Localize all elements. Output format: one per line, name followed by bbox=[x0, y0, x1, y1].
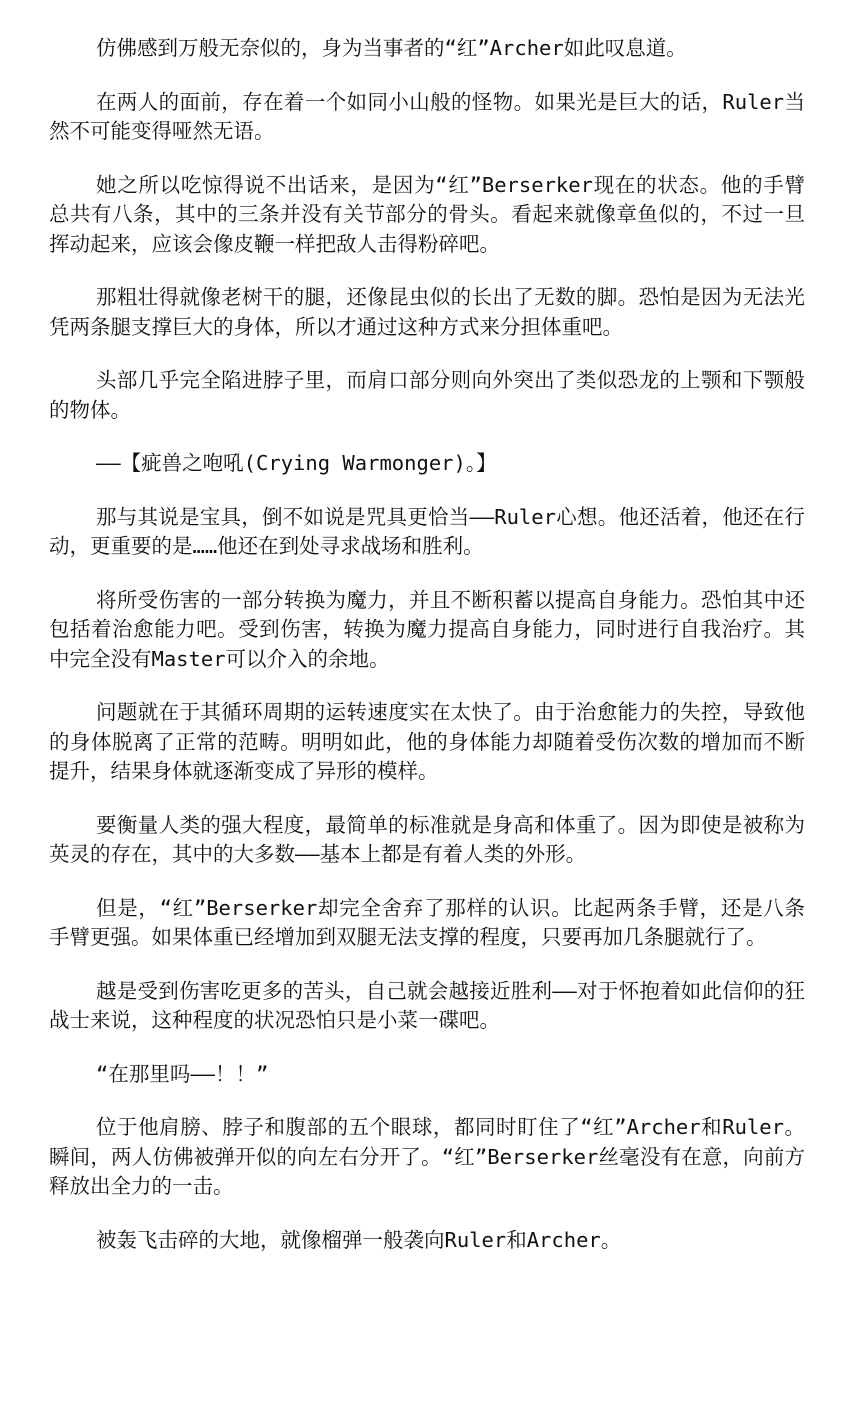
paragraph: 越是受到伤害吃更多的苦头，自己就会越接近胜利——对于怀抱着如此信仰的狂战士来说，这种程度的状况恐怕只是小菜一碟吧。 bbox=[49, 978, 805, 1032]
paragraph: 被轰飞击碎的大地，就像榴弹一般袭向Ruler和Archer。 bbox=[96, 1227, 622, 1252]
paragraph: 位于他肩膀、脖子和腹部的五个眼球，都同时盯住了“红”Archer和Ruler。瞬间，两人仿佛被弹开似的向左右分开了。“红”Berserker丝毫没有在意，向前方释放出全力的一击。 bbox=[49, 1115, 805, 1198]
paragraph: 要衡量人类的强大程度，最简单的标准就是身高和体重了。因为即使是被称为英灵的存在，其中的大多数——基本上都是有着人类的外形。 bbox=[49, 812, 805, 866]
paragraph-noble-phantasm-name: ——【疵兽之咆吼(Crying Warmonger)。】 bbox=[96, 451, 497, 475]
paragraph: 但是，“红”Berserker却完全舍弃了那样的认识。比起两条手臂，还是八条手臂更强。如果体重已经增加到双腿无法支撑的程度，只要再加几条腿就行了。 bbox=[49, 895, 805, 949]
paragraph: 仿佛感到万般无奈似的，身为当事者的“红”Archer如此叹息道。 bbox=[96, 36, 687, 60]
paragraph: 那粗壮得就像老树干的腿，还像昆虫似的长出了无数的脚。恐怕是因为无法光凭两条腿支撑巨大的身体，所以才通过这种方式来分担体重吧。 bbox=[49, 285, 805, 339]
paragraph: 那与其说是宝具，倒不如说是咒具更恰当——Ruler心想。他还活着，他还在行动，更重要的是……他还在到处寻求战场和胜利。 bbox=[49, 504, 805, 558]
paragraph: 在两人的面前，存在着一个如同小山般的怪物。如果光是巨大的话，Ruler当然不可能变得哑然无语。 bbox=[49, 89, 805, 143]
paragraph: 问题就在于其循环周期的运转速度实在太快了。由于治愈能力的失控，导致他的身体脱离了正常的范畴。明明如此，他的身体能力却随着受伤次数的增加而不断提升，结果身体就逐渐变成了异形的模样。 bbox=[49, 700, 805, 783]
paragraph: 她之所以吃惊得说不出话来，是因为“红”Berserker现在的状态。他的手臂总共有八条，其中的三条并没有关节部分的骨头。看起来就像章鱼似的，不过一旦挥动起来，应该会像皮鞭一样把敌人击得粉碎吧。 bbox=[49, 172, 805, 256]
paragraph: 头部几乎完全陷进脖子里，而肩口部分则向外突出了类似恐龙的上颚和下颚般的物体。 bbox=[49, 368, 805, 422]
paragraph-dialogue: “在那里吗——！！” bbox=[96, 1061, 269, 1086]
paragraph: 将所受伤害的一部分转换为魔力，并且不断积蓄以提高自身能力。恐怕其中还包括着治愈能力吧。受到伤害，转换为魔力提高自身能力，同时进行自我治疗。其中完全没有Master可以介入的余地。 bbox=[49, 587, 805, 671]
